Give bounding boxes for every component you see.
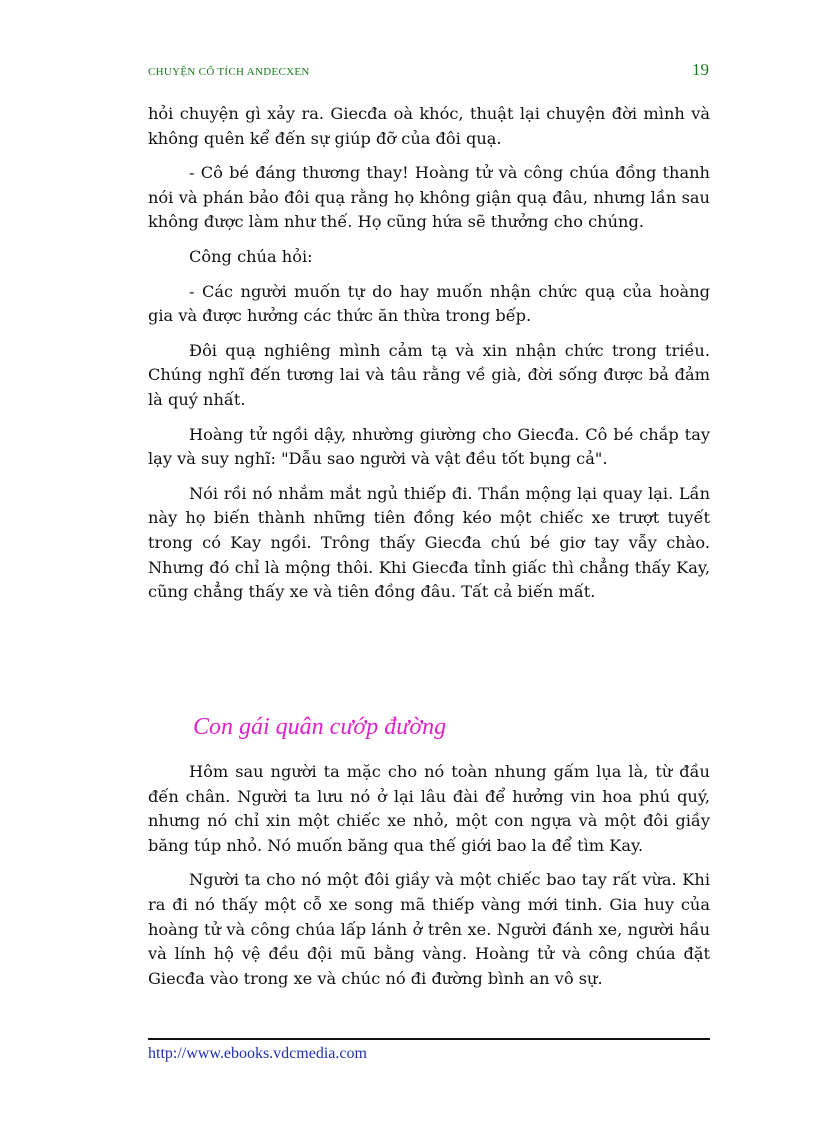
paragraph: hỏi chuyện gì xảy ra. Giecđa oà khóc, thuật lại chuyện đời mình và không quên kể đến sự giúp đỡ của đôi quạ.	[148, 104, 710, 148]
paragraph: Người ta cho nó một đôi giầy và một chiếc bao tay rất vừa. Khi ra đi nó thấy một cỗ xe song mã thiếp vàng mới tinh. Gia huy của hoàng tử và công chúa lấp lánh ở trên xe. Người đánh xe, người hầu và lính hộ vệ đều đội mũ bằng vàng. Hoàng tử và công chúa đặt Giecđa vào trong xe và chúc nó đi đường bình an vô sự.	[148, 870, 710, 988]
page-number: 19	[692, 60, 709, 79]
paragraph: Hoàng tử ngồi dậy, nhường giường cho Giecđa. Cô bé chắp tay lạy và suy nghĩ: "Dẫu sao người và vật đều tốt bụng cả".	[148, 424, 710, 469]
paragraph: Đôi quạ nghiêng mình cảm tạ và xin nhận chức trong triều. Chúng nghĩ đến tương lai và tâu rằng về già, đời sống được bả đảm là quý nhất.	[148, 340, 710, 409]
footer-divider	[148, 1038, 710, 1040]
section-body-text	[148, 760, 710, 1001]
paragraph: - Cô bé đáng thương thay! Hoàng tử và công chúa đồng thanh nói và phán bảo đôi quạ rằng họ không giận quạ đâu, nhưng lần sau không được làm như thế. Họ cũng hứa sẽ thưởng cho chúng.	[148, 163, 710, 232]
running-header-title: CHUYỆN CỔ TÍCH ANDECXEN	[148, 66, 310, 78]
body-text	[148, 102, 710, 615]
paragraph: - Các người muốn tự do hay muốn nhận chức quạ của hoàng gia và được hưởng các thức ăn thừa trong bếp.	[148, 281, 710, 326]
paragraph: Công chúa hỏi:	[189, 246, 313, 266]
paragraph: Nói rồi nó nhắm mắt ngủ thiếp đi. Thần mộng lại quay lại. Lần này họ biến thành những tiên đồng kéo một chiếc xe trượt tuyết trong có Kay ngồi. Trông thấy Giecđa chú bé giơ tay vẫy chào. Nhưng đó chỉ là mộng thôi. Khi Giecđa tỉnh giấc thì chẳng thấy Kay, cũng chẳng thấy xe và tiên đồng đâu. Tất cả biến mất.	[148, 483, 710, 602]
paragraph: Hôm sau người ta mặc cho nó toàn nhung gấm lụa là, từ đầu đến chân. Người ta lưu nó ở lại lâu đài để hưởng vin hoa phú quý, nhưng nó chỉ xin một chiếc xe nhỏ, một con ngựa và một đôi giầy băng túp nhỏ. Nó muốn băng qua thế giới bao la để tìm Kay.	[148, 762, 710, 855]
footer-website-link[interactable]: http://www.ebooks.vdcmedia.com	[148, 1045, 367, 1062]
section-title: Con gái quân cướp đường	[193, 714, 447, 740]
